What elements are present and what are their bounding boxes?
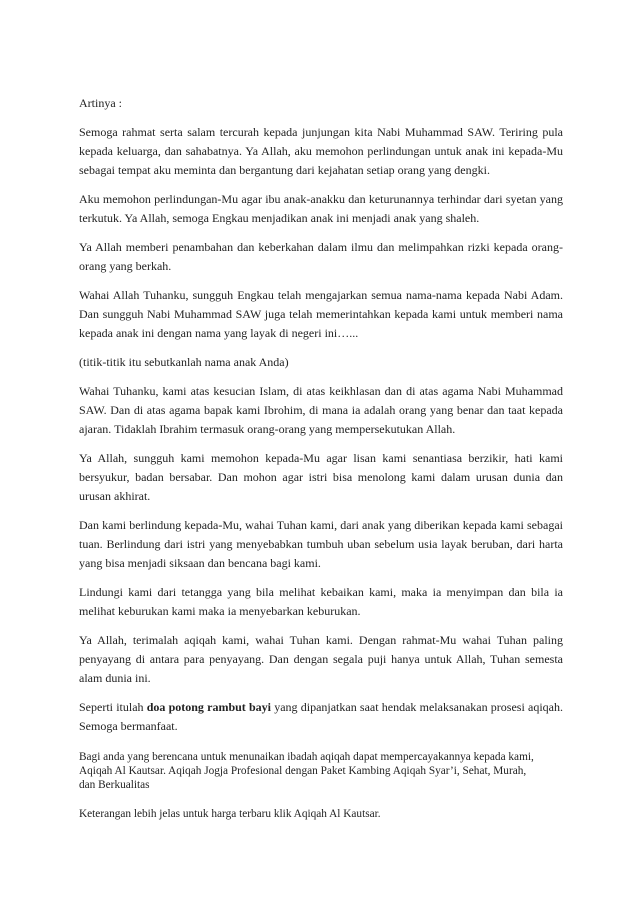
promo-line: Aqiqah Al Kautsar. Aqiqah Jogja Profesional dengan Paket Kambing Aqiqah Syar’i, Sehat, Murah, [79,765,527,777]
paragraph: Aku memohon perlindungan-Mu agar ibu anak-anakku dan keturunannya terhindar dari syetan yang terkutuk. Ya Allah, semoga Engkau menjadikan anak ini menjadi anak yang shaleh. [79,192,563,225]
promo-paragraph [79,750,569,792]
paragraph: Ya Allah, terimalah aqiqah kami, wahai Tuhan kami. Dengan rahmat-Mu wahai Tuhan paling penyayang di antara para penyayang. Dan dengan segala puji hanya untuk Allah, Tuhan semesta alam dunia ini. [79,633,563,685]
paragraph: Wahai Tuhanku, kami atas kesucian Islam, di atas keikhlasan dan di atas agama Nabi Muhammad SAW. Dan di atas agama bapak kami Ibrohim, di mana ia adalah orang yang benar dan taat kepada ajaran. Tidaklah Ibrahim termasuk orang-orang yang mempersekutukan Allah. [79,384,563,436]
section-title: Artinya : [79,96,122,110]
paragraph: Dan kami berlindung kepada-Mu, wahai Tuhan kami, dari anak yang diberikan kepada kami sebagai tuan. Berlindung dari istri yang menyebabkan tumbuh uban sebelum usia layak beruban, dari harta yang bisa menjadi siksaan dan bencana bagi kami. [79,518,563,570]
document-body [79,94,563,746]
closing-text-start: Seperti itulah [79,700,147,714]
closing-text-end: yang dipanjatkan saat hendak melaksanakan prosesi aqiqah. Semoga bermanfaat. [79,700,563,733]
more-info-link[interactable]: Keterangan lebih jelas untuk harga terbaru klik Aqiqah Al Kautsar. [79,808,381,820]
paragraph: Ya Allah memberi penambahan dan keberkahan dalam ilmu dan melimpahkan rizki kepada orang-orang yang berkah. [79,240,563,273]
paragraph: Lindungi kami dari tetangga yang bila melihat kebaikan kami, maka ia menyimpan dan bila ia melihat keburukan kami maka ia menyebarkan keburukan. [79,585,563,618]
paragraph: (titik-titik itu sebutkanlah nama anak Anda) [79,355,289,369]
closing-paragraph [79,698,563,736]
promo-line: dan Berkualitas [79,779,150,791]
paragraph: Ya Allah, sungguh kami memohon kepada-Mu agar lisan kami senantiasa berzikir, hati kami bersyukur, badan bersabar. Dan mohon agar istri bisa menolong kami dalam urusan dunia dan urusan akhirat. [79,451,563,503]
promo-footer [79,750,569,836]
paragraph: Semoga rahmat serta salam tercurah kepada junjungan kita Nabi Muhammad SAW. Teriring pula kepada keluarga, dan sahabatnya. Ya Allah, aku memohon perlindungan untuk anak ini kepada-Mu sebagai tempat aku meminta dan bergantung dari kejahatan setiap orang yang dengki. [79,125,563,177]
closing-bold-keyword: doa potong rambut bayi [146,700,272,714]
paragraph: Wahai Allah Tuhanku, sungguh Engkau telah mengajarkan semua nama-nama kepada Nabi Adam. Dan sungguh Nabi Muhammad SAW juga telah memerintahkan kepada kami untuk memberi nama kepada anak ini dengan nama yang layak di negeri ini…... [79,288,563,340]
promo-line: Bagi anda yang berencana untuk menunaikan ibadah aqiqah dapat mempercayakannya kepada kami, [79,751,534,763]
